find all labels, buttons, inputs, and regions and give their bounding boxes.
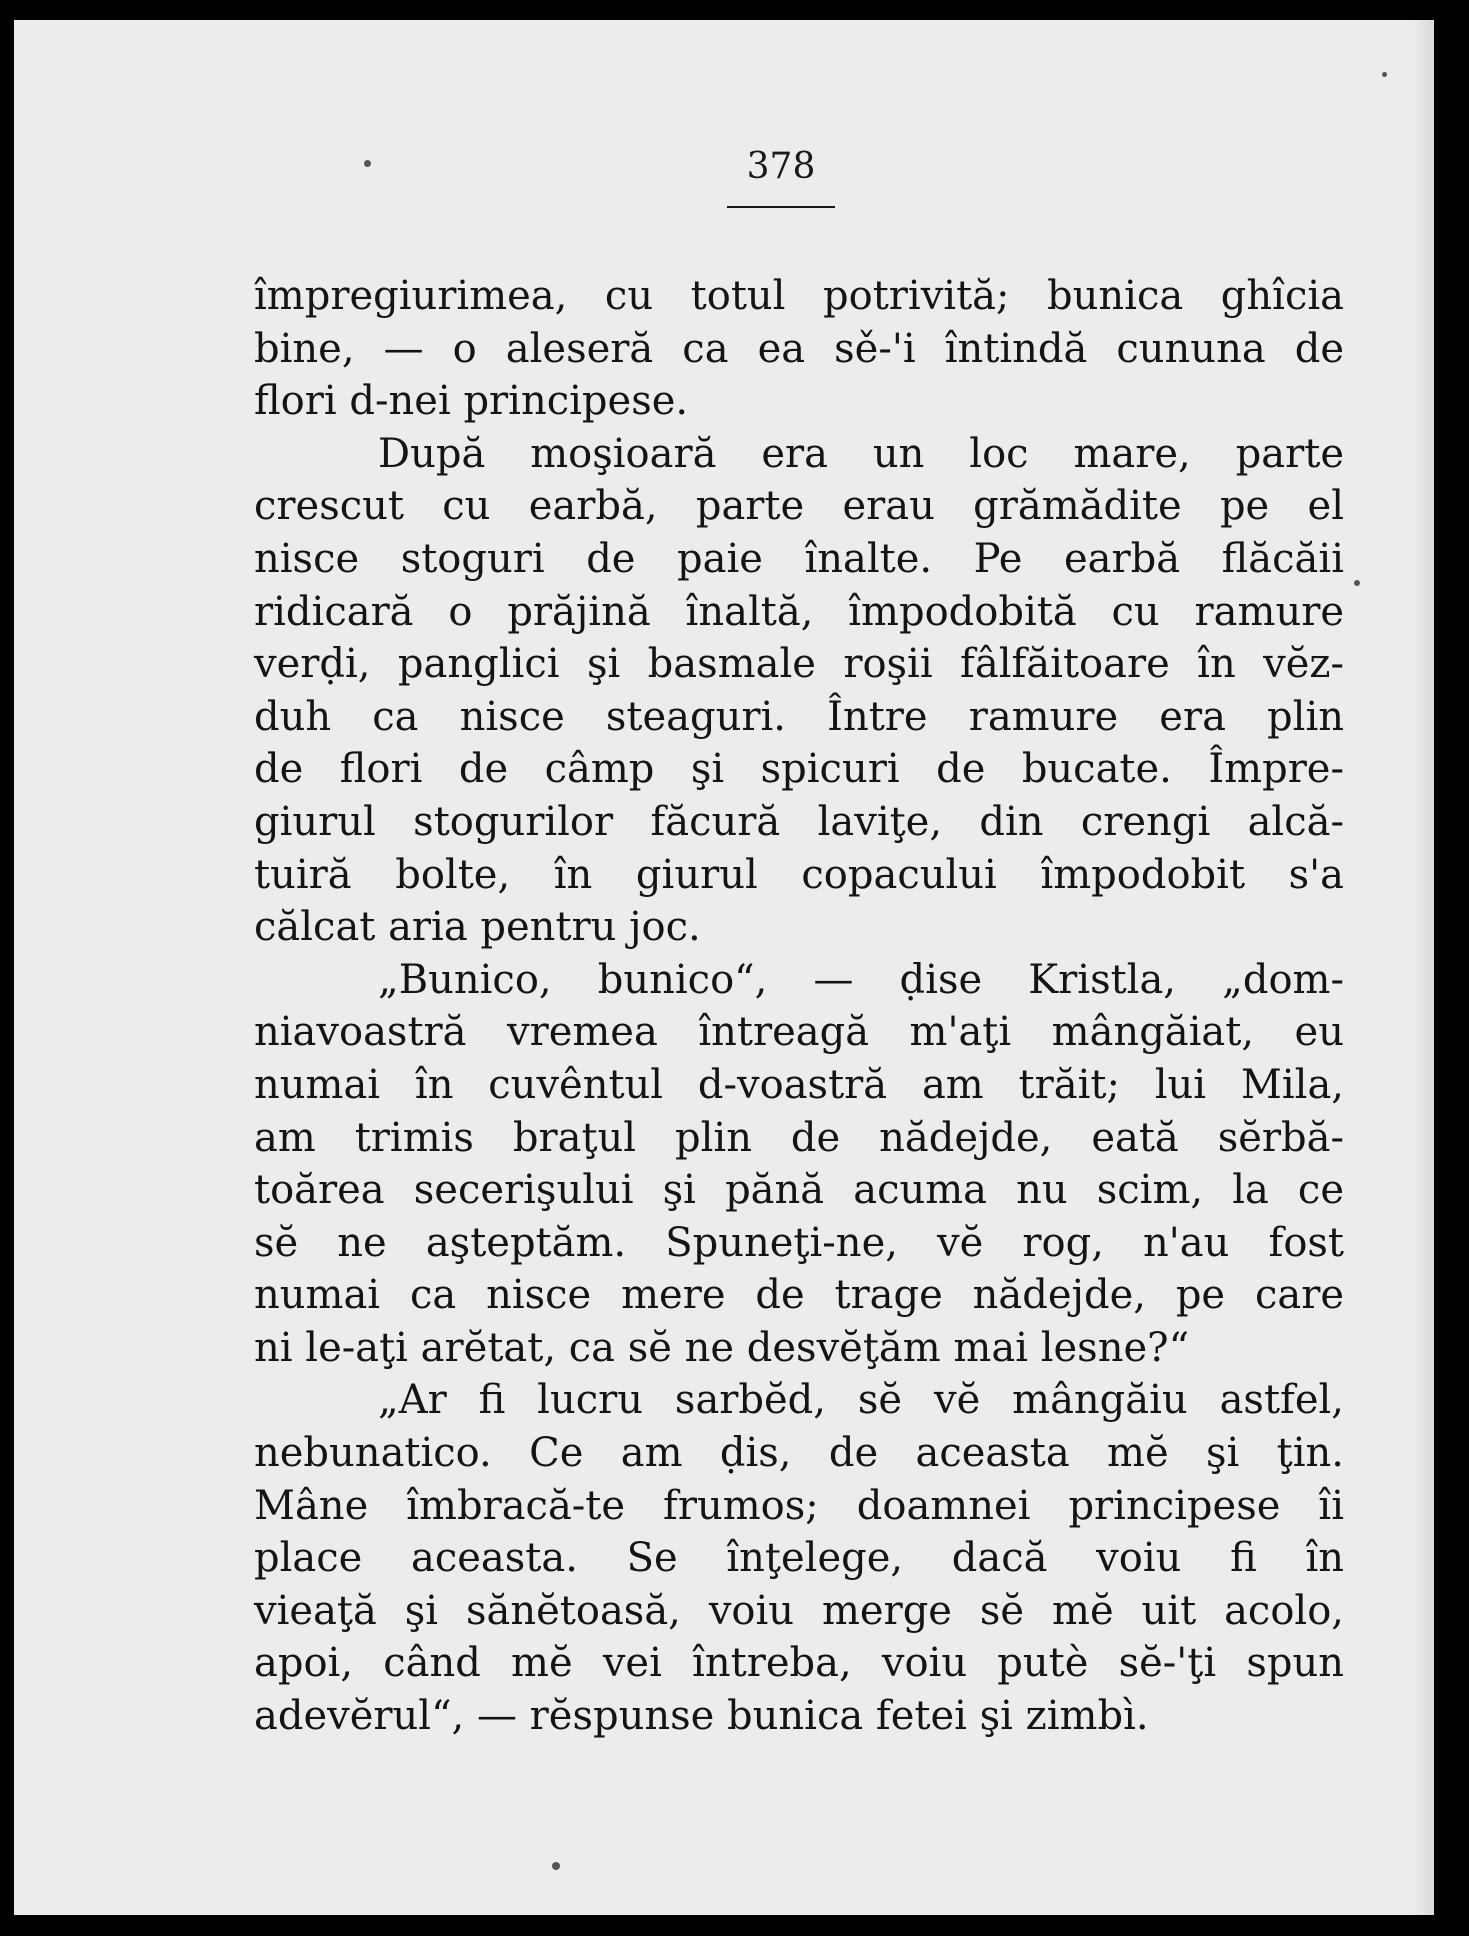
paragraph xyxy=(254,1374,1344,1742)
scan-speck xyxy=(1354,580,1360,586)
text-line: apoi, când mĕ vei întreba, voiu putè sĕ-'ţi spun xyxy=(254,1640,1344,1687)
text-line: După moşioară era un loc mare, parte xyxy=(378,430,1344,477)
text-line: place aceasta. Se înţelege, dacă voiu fi în xyxy=(254,1535,1344,1582)
text-line: ni le-aţi arĕtat, ca sĕ ne desvĕţăm mai lesne?“ xyxy=(254,1324,1190,1371)
scan-speck xyxy=(364,160,371,167)
text-line: nisce stoguri de paie înalte. Pe earbă flăcăii xyxy=(254,535,1344,582)
page-edge-shadow xyxy=(1412,20,1434,1915)
body-text xyxy=(254,270,1344,1743)
paragraph xyxy=(254,428,1344,954)
text-line: numai în cuvêntul d-voastră am trăit; lui Mila, xyxy=(254,1061,1344,1108)
scan-speck xyxy=(552,1862,560,1870)
text-line: Mâne îmbracă-te frumos; doamnei principese îi xyxy=(254,1482,1344,1529)
paragraph xyxy=(254,270,1344,428)
text-line: toărea secerişului şi pănă acuma nu scim, la ce xyxy=(254,1167,1344,1214)
text-line: călcat aria pentru joc. xyxy=(254,904,701,951)
text-line: tuiră bolte, în giurul copacului împodobit s'a xyxy=(254,851,1344,898)
text-line: giurul stogurilor făcură laviţe, din crengi alcă- xyxy=(254,798,1344,845)
text-line: bine, — o aleseră ca ea sě-'i întindă cununa de xyxy=(254,325,1344,372)
text-line: am trimis braţul plin de nădejde, eată sĕrbă- xyxy=(254,1114,1344,1161)
text-line: nebunatico. Ce am ḍis, de aceasta mĕ şi ţin. xyxy=(254,1430,1344,1477)
text-line: de flori de câmp şi spicuri de bucate. Împre- xyxy=(254,746,1344,793)
text-line: sĕ ne aşteptăm. Spuneţi-ne, vĕ rog, n'au fost xyxy=(254,1219,1344,1266)
text-line: duh ca nisce steaguri. Între ramure era plin xyxy=(254,693,1344,740)
text-line: împregiurimea, cu totul potrivită; bunica ghîcia xyxy=(254,273,1344,319)
text-line: crescut cu earbă, parte erau grămădite pe el xyxy=(254,483,1344,530)
paragraph xyxy=(254,954,1344,1375)
text-line: „Bunico, bunico“, — ḍise Kristla, „dom- xyxy=(378,956,1344,1003)
text-line: numai ca nisce mere de trage nădejde, pe care xyxy=(254,1272,1344,1319)
text-line: niavoastră vremea întreagă m'aţi mângăiat, eu xyxy=(254,1009,1344,1056)
text-line: vieaţă şi sănĕtoasă, voiu merge sĕ mĕ uit acolo, xyxy=(254,1587,1344,1634)
text-line: flori d-nei principese. xyxy=(254,378,689,425)
scanned-page xyxy=(14,20,1434,1915)
text-line: verḍi, panglici şi basmale roşii fâlfăitoare în vĕz- xyxy=(254,641,1344,688)
scan-speck xyxy=(1382,72,1387,77)
page-number: 378 xyxy=(746,146,816,187)
page-number-rule xyxy=(727,206,835,208)
text-line: „Ar fi lucru sarbĕd, sĕ vĕ mângăiu astfel, xyxy=(378,1377,1344,1424)
text-line: adevĕrul“, — rĕspunse bunica fetei şi zimbì. xyxy=(254,1693,1149,1740)
text-line: ridicară o prăjină înaltă, împodobită cu ramure xyxy=(254,588,1344,635)
